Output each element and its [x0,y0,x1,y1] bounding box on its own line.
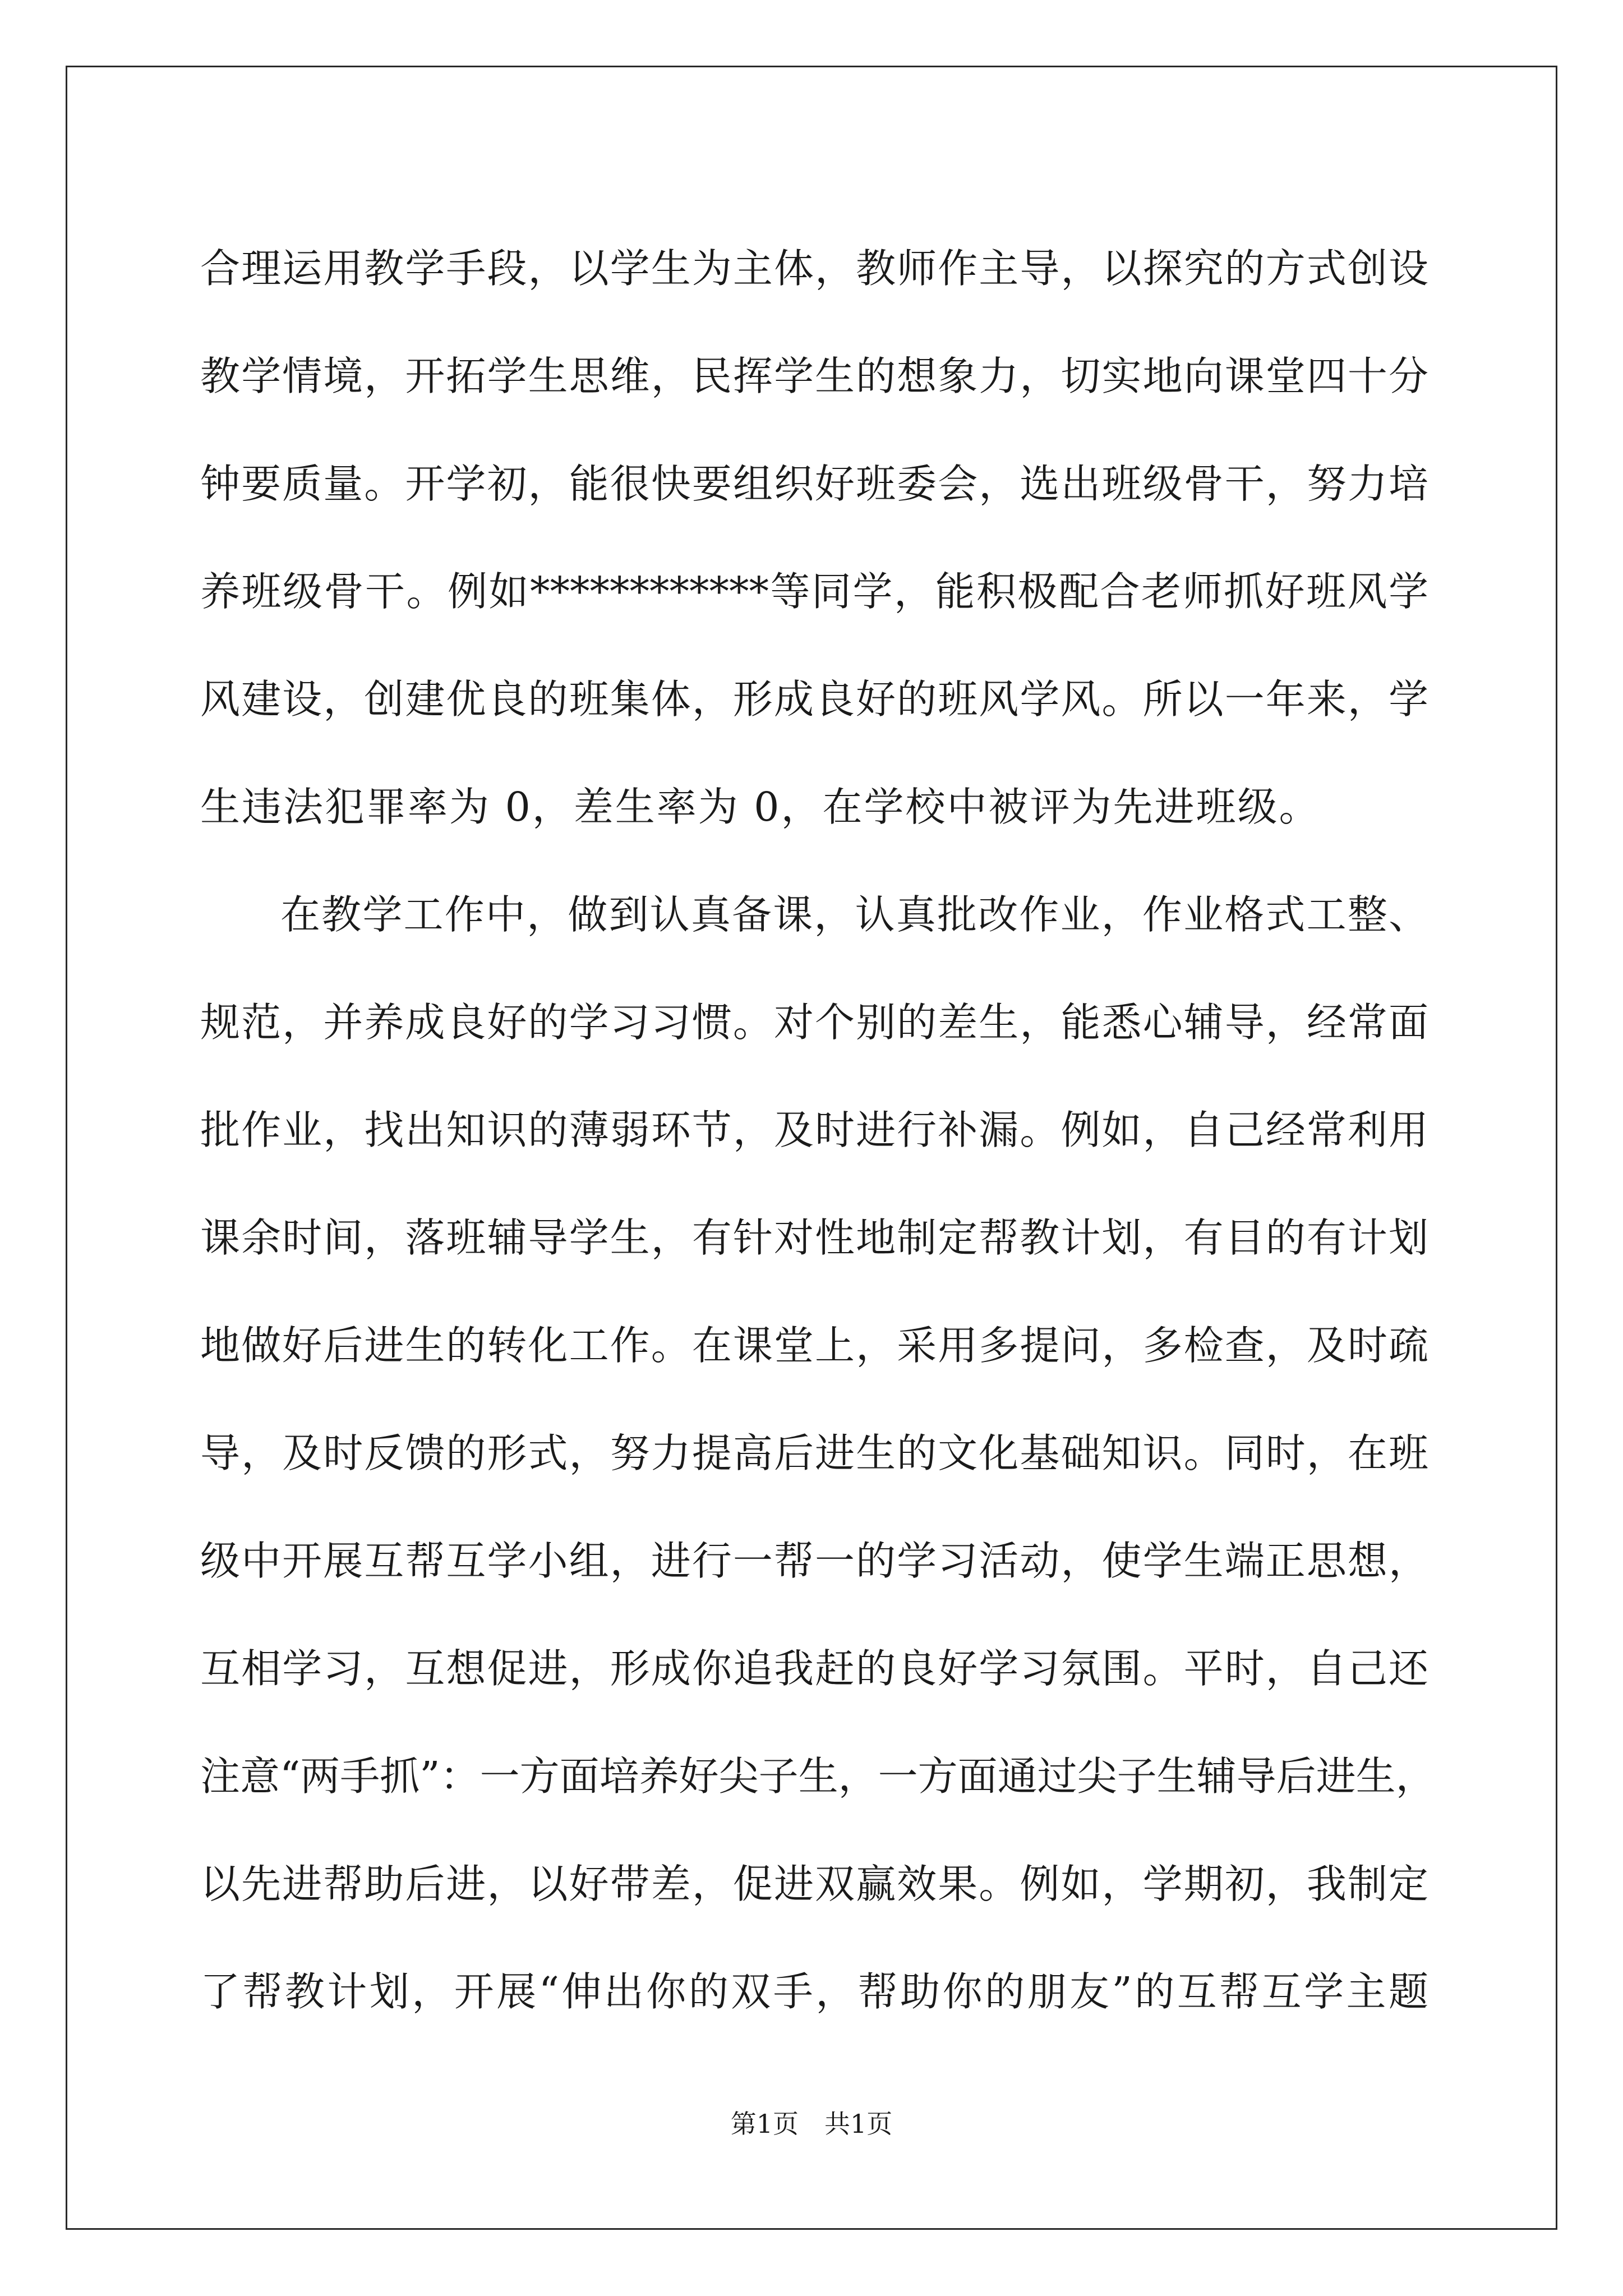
paragraph-2-line-7: 级中开展互帮互学小组，进行一帮一的学习活动，使学生端正思想， [200,1538,1428,1584]
paragraph-1-line-2: 教学情境，开拓学生思维，民挥学生的想象力，切实地向课堂四十分 [200,353,1428,399]
paragraph-1-line-4: 养班级骨干。例如************等同学，能积极配合老师抓好班风学 [200,568,1428,615]
paragraph-2-line-3: 批作业，找出知识的薄弱环节，及时进行补漏。例如，自己经常利用 [200,1107,1428,1153]
paragraph-2-line-8: 互相学习，互想促进，形成你追我赶的良好学习氛围。平时，自己还 [200,1645,1428,1692]
page-number-footer: 第1页 共1页 [730,2109,893,2139]
paragraph-2-line-1: 在教学工作中，做到认真备课，认真批改作业，作业格式工整、 [280,891,1428,938]
paragraph-2-line-10: 以先进帮助后进，以好带差，促进双赢效果。例如，学期初，我制定 [200,1861,1428,1907]
paragraph-2-line-11: 了帮教计划，开展“伸出你的双手，帮助你的朋友”的互帮互学主题 [200,1968,1428,2015]
paragraph-2-line-4: 课余时间，落班辅导学生，有针对性地制定帮教计划，有目的有计划 [200,1214,1428,1261]
paragraph-2-line-9: 注意“两手抓”：一方面培养好尖子生，一方面通过尖子生辅导后进生， [200,1753,1436,1800]
document-body [200,215,1436,2046]
paragraph-1-line-3: 钟要质量。开学初，能很快要组织好班委会，选出班级骨干，努力培 [200,461,1428,507]
paragraph-1-line-5: 风建设，创建优良的班集体，形成良好的班风学风。所以一年来，学 [200,676,1428,723]
paragraph-1-line-6: 生违法犯罪率为 0，差生率为 0，在学校中被评为先进班级。 [200,784,1321,830]
paragraph-2-line-5: 地做好后进生的转化工作。在课堂上，采用多提问，多检查，及时疏 [200,1322,1428,1369]
paragraph-2-line-2: 规范，并养成良好的学习习惯。对个别的差生，能悉心辅导，经常面 [200,999,1428,1046]
paragraph-1-line-1: 合理运用教学手段，以学生为主体，教师作主导，以探究的方式创设 [200,245,1428,292]
paragraph-2-line-6: 导，及时反馈的形式，努力提高后进生的文化基础知识。同时，在班 [200,1430,1428,1476]
